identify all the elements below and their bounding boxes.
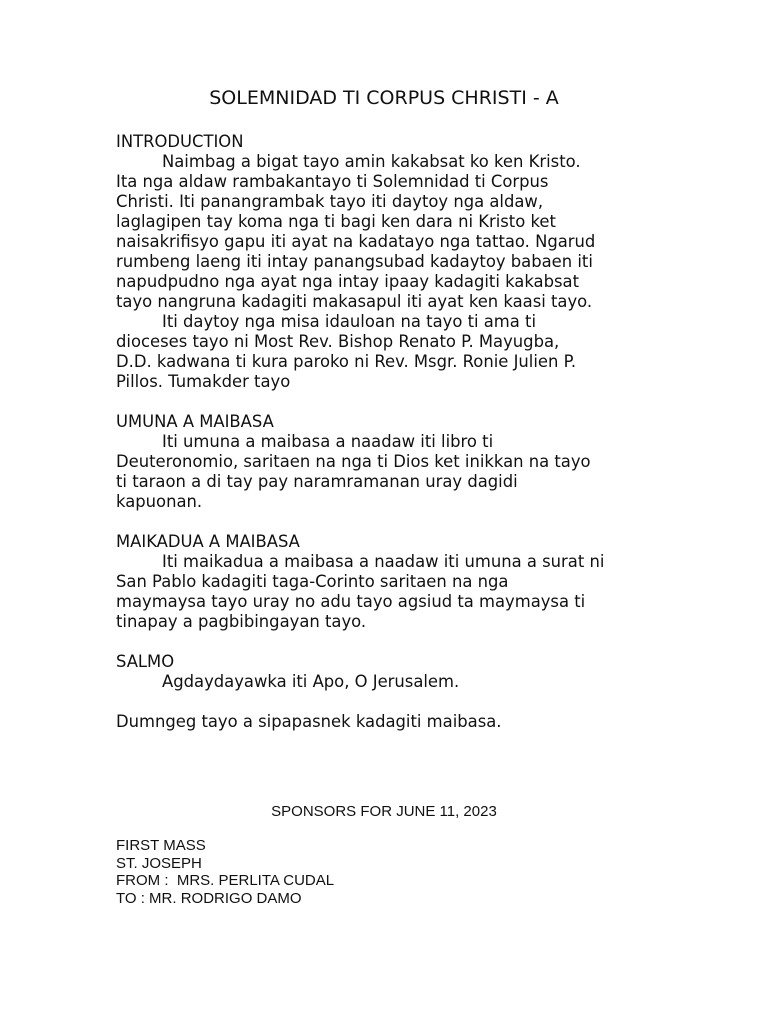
text-line: napudpudno nga ayat nga intay ipaay kadagiti kakabsat: [116, 272, 580, 291]
text-line: D.D. kadwana ti kura paroko ni Rev. Msgr. Ronie Julien P.: [116, 352, 577, 371]
text-line: Iti daytoy nga misa idauloan na tayo ti ama ti: [162, 312, 536, 331]
section-maikadua-a-maibasa: [116, 532, 676, 632]
section-heading: SALMO: [116, 652, 175, 671]
text-line: kapuonan.: [116, 492, 203, 511]
text-line: Naimbag a bigat tayo amin kakabsat ko ken Kristo.: [162, 152, 581, 171]
sponsor-line: FIRST MASS: [116, 837, 206, 854]
section-introduction: [116, 132, 676, 392]
text-line: Ita nga aldaw rambakantayo ti Solemnidad ti Corpus: [116, 172, 549, 191]
section-heading: UMUNA A MAIBASA: [116, 412, 274, 431]
text-line: dioceses tayo ni Most Rev. Bishop Renato P. Mayugba,: [116, 332, 560, 351]
text-line: Iti maikadua a maibasa a naadaw iti umuna a surat ni: [162, 552, 605, 571]
section-heading: MAIKADUA A MAIBASA: [116, 532, 300, 551]
text-line: Christi. Iti panangrambak tayo iti daytoy nga aldaw,: [116, 192, 544, 211]
section-heading: INTRODUCTION: [116, 132, 244, 151]
text-line: tayo nangruna kadagiti makasapul iti ayat ken kaasi tayo.: [116, 292, 593, 311]
sponsors-list: [116, 837, 334, 907]
section-salmo: [116, 652, 676, 692]
document-body: [116, 132, 676, 732]
text-line: Agdaydayawka iti Apo, O Jerusalem.: [162, 672, 460, 691]
text-line: San Pablo kadagiti taga-Corinto saritaen na nga: [116, 572, 509, 591]
section-umuna-a-maibasa: [116, 412, 676, 512]
text-line: Iti umuna a maibasa a naadaw iti libro ti: [162, 432, 494, 451]
text-line: tinapay a pagbibingayan tayo.: [116, 612, 367, 631]
text-line: Deuteronomio, saritaen na nga ti Dios ket inikkan na tayo: [116, 452, 591, 471]
sponsor-line: FROM : MRS. PERLITA CUDAL: [116, 872, 335, 889]
text-line: maymaysa tayo uray no adu tayo agsiud ta maymaysa ti: [116, 592, 586, 611]
text-line: rumbeng laeng iti intay panangsubad kadaytoy babaen iti: [116, 252, 593, 271]
sponsor-line: TO : MR. RODRIGO DAMO: [116, 889, 302, 907]
document-title: SOLEMNIDAD TI CORPUS CHRISTI - A: [209, 87, 559, 109]
paragraph: [116, 552, 676, 632]
sponsors-title: SPONSORS FOR JUNE 11, 2023: [271, 803, 497, 820]
paragraph: [116, 152, 676, 312]
sponsor-line: ST. JOSEPH: [116, 854, 202, 872]
text-line: naisakrifisyo gapu iti ayat na kadatayo nga tattao. Ngarud: [116, 232, 596, 251]
text-line: Pillos. Tumakder tayo: [116, 372, 291, 391]
paragraph: [116, 432, 676, 512]
text-line: ti taraon a di tay pay naramramanan uray dagidi: [116, 472, 518, 491]
closing-line: Dumngeg tayo a sipapasnek kadagiti maibasa.: [116, 712, 502, 731]
text-line: laglagipen tay koma nga ti bagi ken dara ni Kristo ket: [116, 212, 556, 231]
paragraph: [116, 672, 676, 692]
paragraph: [116, 312, 676, 392]
